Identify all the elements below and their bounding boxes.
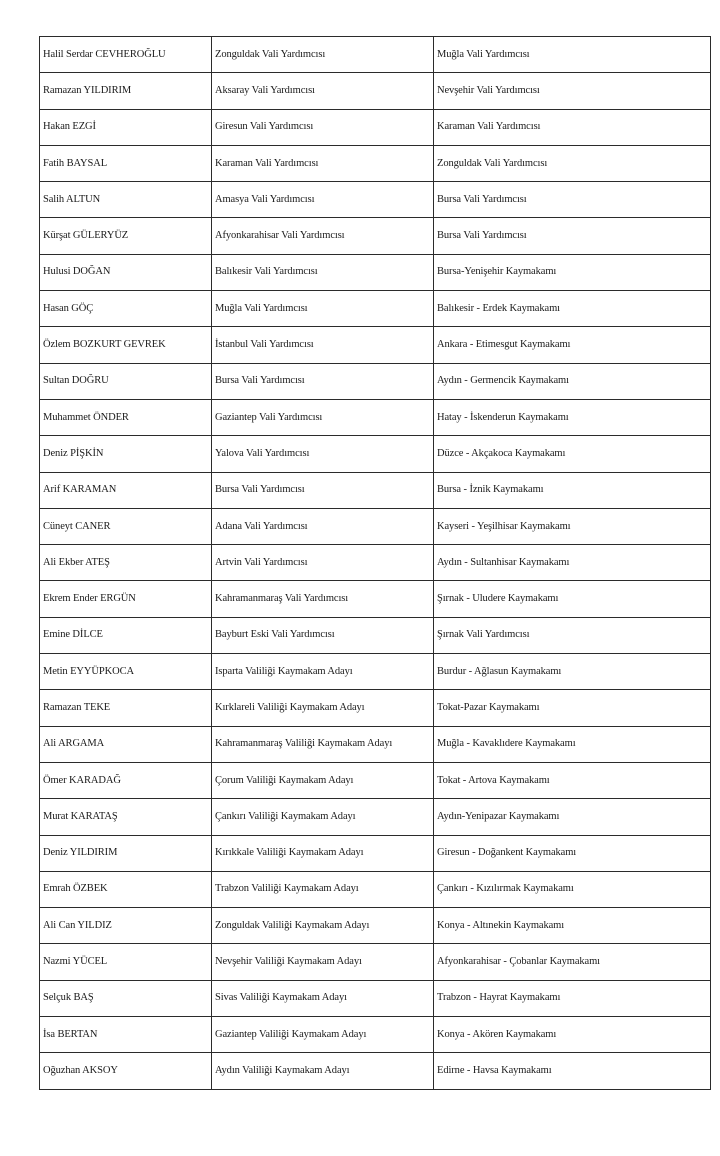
official-name-cell: İsa BERTAN (40, 1017, 212, 1053)
previous-post-cell: Bayburt Eski Vali Yardımcısı (212, 617, 434, 653)
new-post-cell: Düzce - Akçakoca Kaymakamı (434, 436, 711, 472)
previous-post-cell: Giresun Vali Yardımcısı (212, 109, 434, 145)
new-post-cell: Tokat - Artova Kaymakamı (434, 762, 711, 798)
official-name-cell: Salih ALTUN (40, 182, 212, 218)
new-post-cell: Muğla - Kavaklıdere Kaymakamı (434, 726, 711, 762)
previous-post-cell: Çorum Valiliği Kaymakam Adayı (212, 762, 434, 798)
official-name-cell: Özlem BOZKURT GEVREK (40, 327, 212, 363)
previous-post-cell: Zonguldak Valiliği Kaymakam Adayı (212, 908, 434, 944)
table-row (40, 363, 711, 399)
table-row (40, 109, 711, 145)
previous-post-cell: Bursa Vali Yardımcısı (212, 472, 434, 508)
previous-post-cell: Trabzon Valiliği Kaymakam Adayı (212, 871, 434, 907)
official-name-cell: Ramazan YILDIRIM (40, 73, 212, 109)
new-post-cell: Bursa Vali Yardımcısı (434, 218, 711, 254)
new-post-cell: Konya - Akören Kaymakamı (434, 1017, 711, 1053)
table-row (40, 871, 711, 907)
previous-post-cell: Bursa Vali Yardımcısı (212, 363, 434, 399)
new-post-cell: Çankırı - Kızılırmak Kaymakamı (434, 871, 711, 907)
official-name-cell: Ekrem Ender ERGÜN (40, 581, 212, 617)
previous-post-cell: Zonguldak Vali Yardımcısı (212, 37, 434, 73)
official-name-cell: Cüneyt CANER (40, 508, 212, 544)
official-name-cell: Ömer KARADAĞ (40, 762, 212, 798)
official-name-cell: Murat KARATAŞ (40, 799, 212, 835)
official-name-cell: Metin EYYÜPKOCA (40, 654, 212, 690)
previous-post-cell: Çankırı Valiliği Kaymakam Adayı (212, 799, 434, 835)
previous-post-cell: Isparta Valiliği Kaymakam Adayı (212, 654, 434, 690)
previous-post-cell: Kırıkkale Valiliği Kaymakam Adayı (212, 835, 434, 871)
official-name-cell: Hakan EZGİ (40, 109, 212, 145)
previous-post-cell: Aydın Valiliği Kaymakam Adayı (212, 1053, 434, 1089)
new-post-cell: Konya - Altınekin Kaymakamı (434, 908, 711, 944)
table-row (40, 472, 711, 508)
table-row (40, 799, 711, 835)
new-post-cell: Afyonkarahisar - Çobanlar Kaymakamı (434, 944, 711, 980)
new-post-cell: Bursa-Yenişehir Kaymakamı (434, 254, 711, 290)
previous-post-cell: Kahramanmaraş Vali Yardımcısı (212, 581, 434, 617)
new-post-cell: Bursa - İznik Kaymakamı (434, 472, 711, 508)
table-row (40, 654, 711, 690)
official-name-cell: Nazmi YÜCEL (40, 944, 212, 980)
previous-post-cell: İstanbul Vali Yardımcısı (212, 327, 434, 363)
new-post-cell: Nevşehir Vali Yardımcısı (434, 73, 711, 109)
new-post-cell: Aydın - Sultanhisar Kaymakamı (434, 545, 711, 581)
new-post-cell: Zonguldak Vali Yardımcısı (434, 145, 711, 181)
new-post-cell: Şırnak Vali Yardımcısı (434, 617, 711, 653)
previous-post-cell: Muğla Vali Yardımcısı (212, 291, 434, 327)
official-name-cell: Arif KARAMAN (40, 472, 212, 508)
official-name-cell: Deniz PİŞKİN (40, 436, 212, 472)
table-row (40, 726, 711, 762)
table-row (40, 145, 711, 181)
official-name-cell: Kürşat GÜLERYÜZ (40, 218, 212, 254)
previous-post-cell: Kırklareli Valiliği Kaymakam Adayı (212, 690, 434, 726)
official-name-cell: Selçuk BAŞ (40, 980, 212, 1016)
appointments-table-body (40, 37, 711, 1090)
appointments-table (39, 36, 711, 1090)
official-name-cell: Ali Ekber ATEŞ (40, 545, 212, 581)
official-name-cell: Fatih BAYSAL (40, 145, 212, 181)
official-name-cell: Ramazan TEKE (40, 690, 212, 726)
table-row (40, 254, 711, 290)
official-name-cell: Muhammet ÖNDER (40, 399, 212, 435)
previous-post-cell: Yalova Vali Yardımcısı (212, 436, 434, 472)
official-name-cell: Hulusi DOĞAN (40, 254, 212, 290)
previous-post-cell: Nevşehir Valiliği Kaymakam Adayı (212, 944, 434, 980)
new-post-cell: Edirne - Havsa Kaymakamı (434, 1053, 711, 1089)
official-name-cell: Ali Can YILDIZ (40, 908, 212, 944)
new-post-cell: Muğla Vali Yardımcısı (434, 37, 711, 73)
table-row (40, 399, 711, 435)
table-row (40, 1017, 711, 1053)
table-row (40, 908, 711, 944)
new-post-cell: Karaman Vali Yardımcısı (434, 109, 711, 145)
new-post-cell: Kayseri - Yeşilhisar Kaymakamı (434, 508, 711, 544)
previous-post-cell: Gaziantep Vali Yardımcısı (212, 399, 434, 435)
table-row (40, 291, 711, 327)
table-row (40, 37, 711, 73)
official-name-cell: Emrah ÖZBEK (40, 871, 212, 907)
official-name-cell: Halil Serdar CEVHEROĞLU (40, 37, 212, 73)
new-post-cell: Trabzon - Hayrat Kaymakamı (434, 980, 711, 1016)
new-post-cell: Bursa Vali Yardımcısı (434, 182, 711, 218)
table-row (40, 1053, 711, 1089)
official-name-cell: Sultan DOĞRU (40, 363, 212, 399)
table-row (40, 944, 711, 980)
table-row (40, 218, 711, 254)
new-post-cell: Şırnak - Uludere Kaymakamı (434, 581, 711, 617)
table-row (40, 762, 711, 798)
new-post-cell: Tokat-Pazar Kaymakamı (434, 690, 711, 726)
previous-post-cell: Artvin Vali Yardımcısı (212, 545, 434, 581)
table-row (40, 581, 711, 617)
new-post-cell: Aydın-Yenipazar Kaymakamı (434, 799, 711, 835)
previous-post-cell: Sivas Valiliği Kaymakam Adayı (212, 980, 434, 1016)
previous-post-cell: Afyonkarahisar Vali Yardımcısı (212, 218, 434, 254)
new-post-cell: Ankara - Etimesgut Kaymakamı (434, 327, 711, 363)
table-row (40, 980, 711, 1016)
previous-post-cell: Amasya Vali Yardımcısı (212, 182, 434, 218)
previous-post-cell: Aksaray Vali Yardımcısı (212, 73, 434, 109)
table-row (40, 690, 711, 726)
table-row (40, 617, 711, 653)
table-row (40, 508, 711, 544)
table-row (40, 327, 711, 363)
new-post-cell: Hatay - İskenderun Kaymakamı (434, 399, 711, 435)
new-post-cell: Giresun - Doğankent Kaymakamı (434, 835, 711, 871)
table-row (40, 835, 711, 871)
new-post-cell: Aydın - Germencik Kaymakamı (434, 363, 711, 399)
new-post-cell: Burdur - Ağlasun Kaymakamı (434, 654, 711, 690)
table-row (40, 182, 711, 218)
previous-post-cell: Kahramanmaraş Valiliği Kaymakam Adayı (212, 726, 434, 762)
table-row (40, 436, 711, 472)
official-name-cell: Ali ARGAMA (40, 726, 212, 762)
table-row (40, 545, 711, 581)
previous-post-cell: Adana Vali Yardımcısı (212, 508, 434, 544)
previous-post-cell: Karaman Vali Yardımcısı (212, 145, 434, 181)
table-row (40, 73, 711, 109)
previous-post-cell: Gaziantep Valiliği Kaymakam Adayı (212, 1017, 434, 1053)
previous-post-cell: Balıkesir Vali Yardımcısı (212, 254, 434, 290)
official-name-cell: Emine DİLCE (40, 617, 212, 653)
official-name-cell: Oğuzhan AKSOY (40, 1053, 212, 1089)
official-name-cell: Deniz YILDIRIM (40, 835, 212, 871)
official-name-cell: Hasan GÖÇ (40, 291, 212, 327)
new-post-cell: Balıkesir - Erdek Kaymakamı (434, 291, 711, 327)
